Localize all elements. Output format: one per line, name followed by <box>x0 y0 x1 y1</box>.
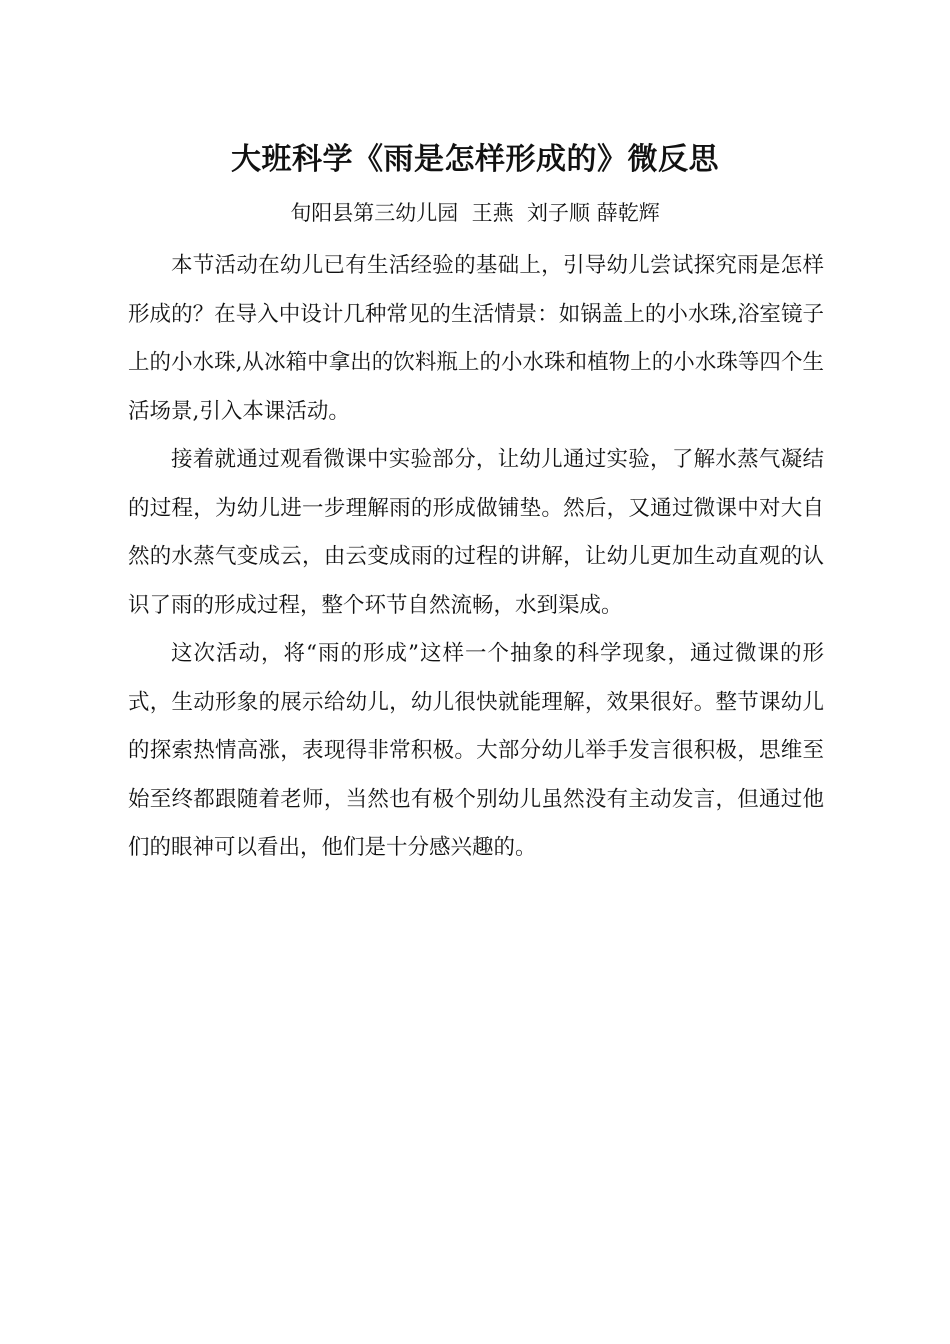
document-title: 大班科学《雨是怎样形成的》微反思 <box>231 142 719 177</box>
paragraph-3: 这次活动，将“雨的形成”这样一个抽象的科学现象，通过微课的形式，生动形象的展示给幼儿，幼儿很快就能理解，效果很好。整节课幼儿的探索热情高涨，表现得非常积极。大部分幼儿举手发言很积极，思维至始至终都跟随着老师，当然也有极个别幼儿虽然没有主动发言，但通过他们的眼神可以看出，他们是十分感兴趣的。 <box>128 641 824 860</box>
paragraph-2: 接着就通过观看微课中实验部分，让幼儿通过实验，了解水蒸气凝结的过程，为幼儿进一步理解雨的形成做铺垫。然后，又通过微课中对大自然的水蒸气变成云，由云变成雨的过程的讲解，让幼儿更加生动直观的认识了雨的形成过程，整个环节自然流畅，水到渠成。 <box>128 447 824 618</box>
paragraph-1: 本节活动在幼儿已有生活经验的基础上，引导幼儿尝试探究雨是怎样形成的？在导入中设计几种常见的生活情景：如锅盖上的小水珠,浴室镜子上的小水珠,从冰箱中拿出的饮料瓶上的小水珠和植物上的小水珠等四个生活场景,引入本课活动。 <box>128 253 824 424</box>
document-body <box>128 242 824 873</box>
document-authors: 旬阳县第三幼儿园 王燕 刘子顺 薛乾辉 <box>290 201 660 225</box>
